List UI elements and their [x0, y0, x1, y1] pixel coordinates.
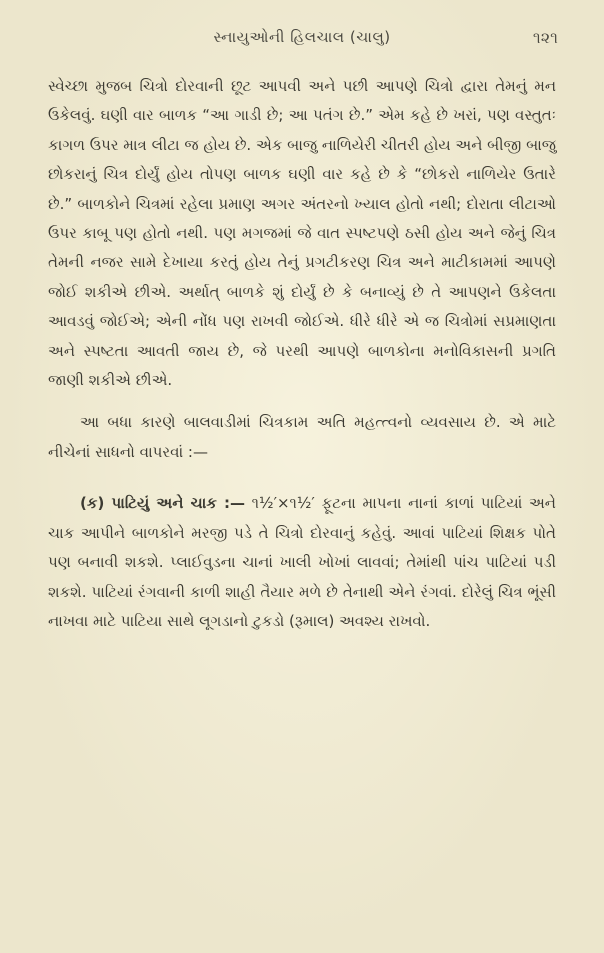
body-text: [48, 72, 556, 636]
page-number: ૧૨૧: [532, 28, 558, 47]
section-text-slate-and-chalk: ૧½′×૧½′ ફૂટના માપના નાનાં કાળાં પાટિયાં અને ચાક આપીને બાળકોને મરજી પડે તે ચિત્રો દોરવાનું કહેવું. આવાં પાટિયાં શિક્ષક પોતે પણ બનાવી શકશે. પ્લાઈવુડના ચાનાં ખાલી ખોખાં લાવવાં; તેમાંથી પાંચ પાટિયાં પડી શકશે. પાટિયાં રંગવાની કાળી શાહી તૈયાર મળે છે તેનાથી એને રંગવાં. દોરેલું ચિત્ર ભૂંસી નાખવા માટે પાટિયા સાથે લૂગડાનો ટુકડો (રૂમાલ) અવશ્ય રાખવો.: [48, 494, 556, 630]
paragraph-slate-and-chalk: [48, 489, 556, 636]
paragraph-drawing-interpretation: સ્વેચ્છા મુજબ ચિત્રો દોરવાની છૂટ આપવી અને પછી આપણે ચિત્રો દ્વારા તેમનું મન ઉકેલવું. ઘણી વાર બાળક “આ ગાડી છે; આ પતંગ છે.” એમ કહે છે ખરાં, પણ વસ્તુતઃ કાગળ ઉપર માત્ર લીટા જ હોય છે. એક બાજુ નાળિયેરી ચીતરી હોય અને બીજી બાજુ છોકરાનું ચિત્ર દોર્યું હોય તોપણ બાળક ઘણી વાર કહે છે કે “છોકરો નાળિયેર ઉતારે છે.” બાળકોને ચિત્રમાં રહેલા પ્રમાણ અગર અંતરનો ખ્યાલ હોતો નથી; દોરાતા લીટાઓ ઉપર કાબૂ પણ હોતો નથી. પણ મગજમાં જે વાત સ્પષ્ટપણે ઠસી હોય અને જેનું ચિત્ર તેમની નજર સામે દેખાયા કરતું હોય તેનું પ્રગટીકરણ ચિત્ર અને માટીકામમાં આપણે જોઈ શકીએ છીએ. અર્થાત્ બાળકે શું દોર્યું છે કે બનાવ્યું છે તે આપણને ઉકેલતા આવડવું જોઈએ; એની નોંધ પણ રાખવી જોઈએ. ધીરે ધીરે એ જ ચિત્રોમાં સપ્રમાણતા અને સ્પષ્ટતા આવતી જાય છે, જે પરથી આપણે બાળકોના મનોવિકાસની પ્રગતિ જાણી શકીએ છીએ.: [48, 77, 557, 390]
running-header: [0, 28, 604, 54]
chapter-running-title: સ્નાયુઓની હિલચાલ (ચાલુ): [213, 28, 391, 46]
section-label-slate-and-chalk: (ક) પાટિયું અને ચાક :—: [80, 494, 245, 513]
paragraph-drawing-importance: આ બધા કારણે બાલવાડીમાં ચિત્રકામ અતિ મહત્ત્વનો વ્યવસાય છે. એ માટે નીચેનાં સાધનો વાપરવાં :—: [48, 413, 556, 461]
